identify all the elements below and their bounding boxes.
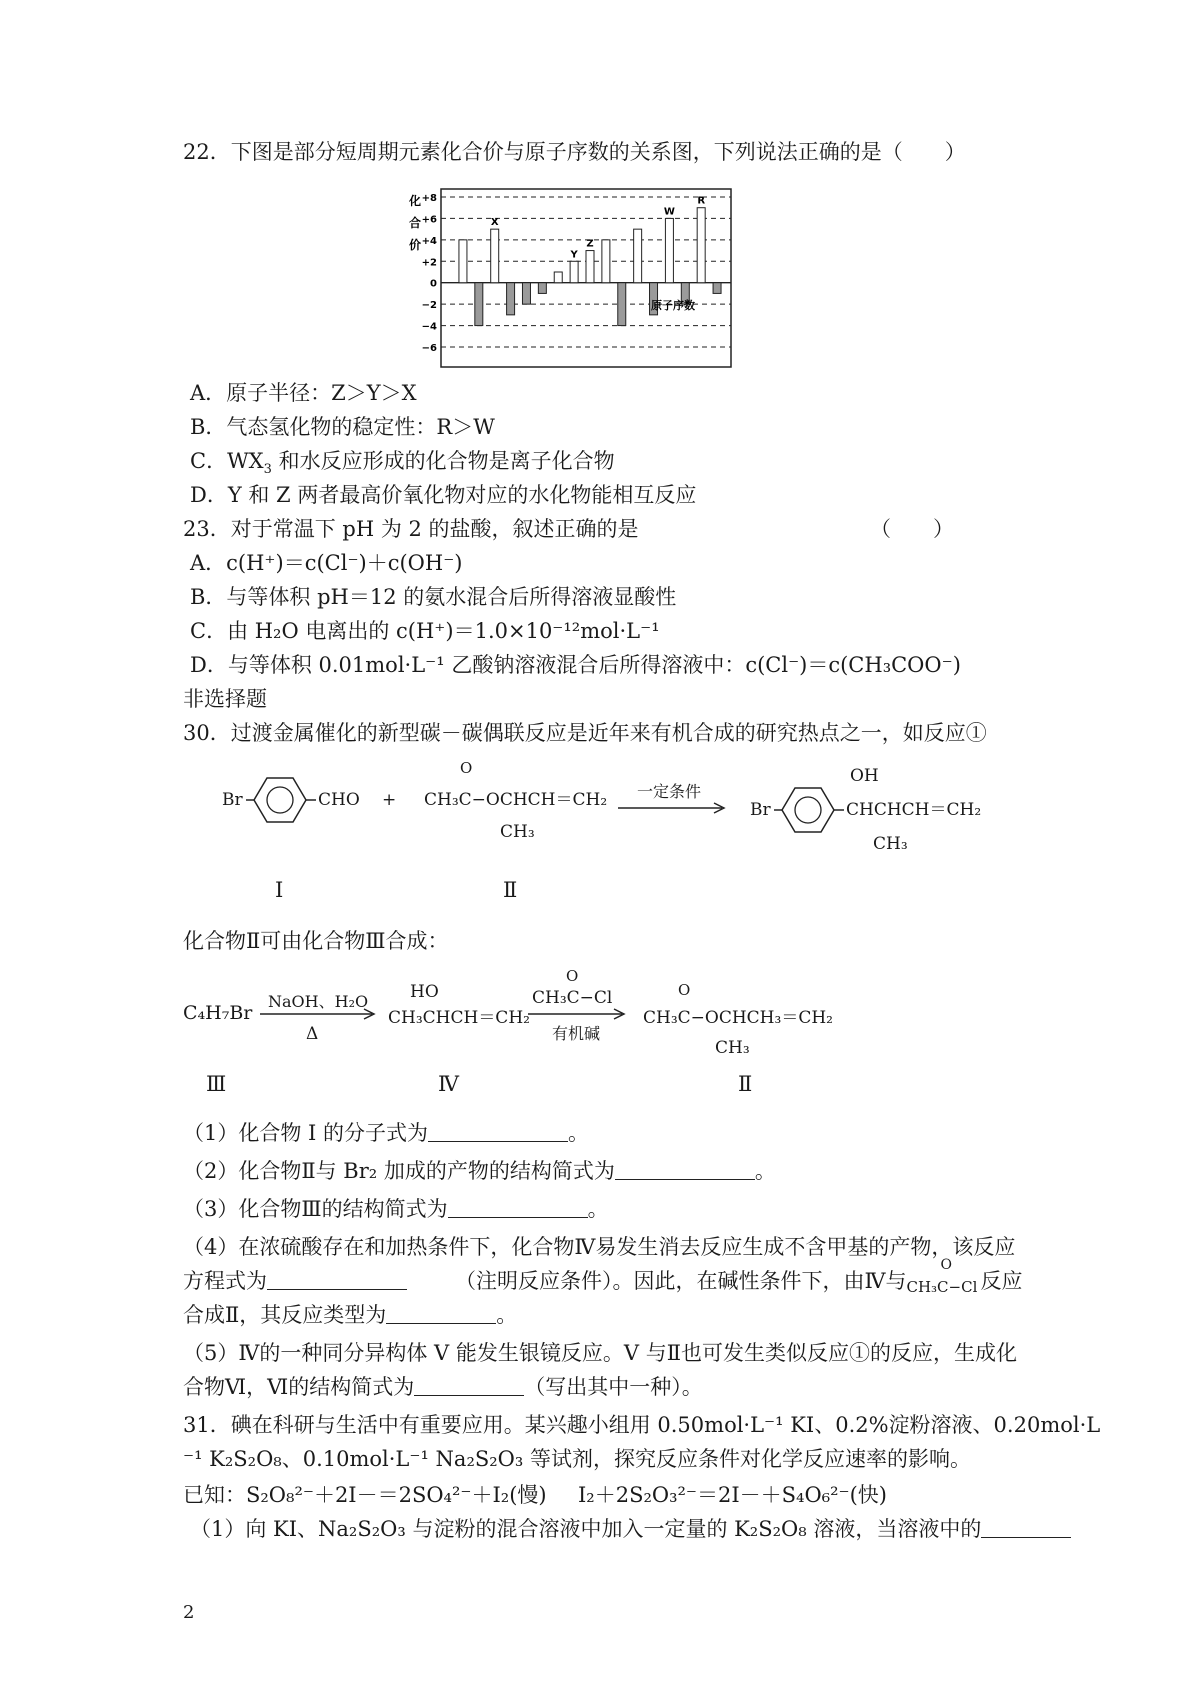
- answer-blank[interactable]: [386, 1303, 496, 1324]
- chart-tick-label: −2: [421, 300, 437, 312]
- r2-mid-ho: HO: [410, 982, 439, 1002]
- r1-product-oh: OH: [850, 766, 879, 786]
- chart-bar: [697, 208, 705, 283]
- chart-bar: [570, 261, 578, 282]
- answer-blank[interactable]: [267, 1269, 407, 1290]
- chart-bar: [475, 283, 483, 326]
- chart-bar: [713, 283, 721, 294]
- chart-bar: [459, 240, 467, 283]
- chart-bar: [538, 283, 546, 294]
- chart-xlabel: 原子序数: [651, 299, 695, 312]
- r2-cond2-top: CH₃C−Cl: [532, 988, 613, 1008]
- chart-tick-label: +6: [421, 214, 437, 226]
- compound-label-iv: Ⅳ: [438, 1072, 459, 1096]
- q30-intro2: 化合物Ⅱ可由化合物Ⅲ合成：: [183, 929, 449, 953]
- r2-prod-o: O: [678, 981, 691, 999]
- chart-tick-label: 0: [430, 278, 437, 290]
- reaction-arrow-icon: [618, 802, 728, 814]
- q30-part3: （3）化合物Ⅲ的结构简式为 。: [183, 1197, 609, 1221]
- chart-ylabel-2: 合: [409, 216, 422, 230]
- chart-tick-label: −4: [421, 321, 437, 333]
- q22-option-d[interactable]: D．Y 和 Z 两者最高价氧化物对应的水化物能相互反应: [190, 483, 697, 507]
- r2-cond2-bottom: 有机碱: [552, 1024, 601, 1043]
- answer-blank[interactable]: [981, 1517, 1071, 1538]
- chart-marker-label: X: [490, 217, 499, 229]
- q22-stem: 22．下图是部分短周期元素化合价与原子序数的关系图，下列说法正确的是（ ）: [183, 140, 966, 164]
- reaction-arrow-icon: [260, 1008, 378, 1020]
- answer-blank[interactable]: [448, 1197, 588, 1218]
- answer-blank[interactable]: [615, 1159, 755, 1180]
- chart-ylabel-1: 化: [409, 194, 422, 208]
- compound-label-ii-b: Ⅱ: [738, 1072, 753, 1096]
- q23-option-b[interactable]: B．与等体积 pH＝12 的氨水混合后所得溶液显酸性: [190, 585, 677, 609]
- q23-answer-paren: （ ）: [870, 517, 954, 541]
- r1-plus: +: [382, 790, 397, 810]
- chart-tick-label: +2: [421, 257, 437, 269]
- q30-part1: （1）化合物 I 的分子式为 。: [183, 1121, 590, 1145]
- answer-blank[interactable]: [428, 1121, 568, 1142]
- section-heading: 非选择题: [183, 687, 267, 711]
- compound-label-i: Ⅰ: [275, 878, 284, 902]
- q30-part2: （2）化合物Ⅱ与 Br₂ 加成的产物的结构简式为 。: [183, 1159, 776, 1183]
- q23-stem: 23．对于常温下 pH 为 2 的盐酸，叙述正确的是: [183, 517, 639, 541]
- r1-condition: 一定条件: [637, 782, 702, 801]
- r2-prod: CH₃C−OCHCH₃＝CH₂: [643, 1008, 833, 1028]
- answer-blank[interactable]: [414, 1375, 524, 1396]
- r1-reactant1-cho: CHO: [318, 790, 360, 810]
- q22-option-a[interactable]: A．原子半径：Z＞Y＞X: [190, 381, 417, 405]
- chart-bar: [618, 283, 626, 326]
- q31-line2: ⁻¹ K₂S₂O₈、0.10mol·L⁻¹ Na₂S₂O₃ 等试剂，探究反应条件对化学反应速率的影响。: [183, 1447, 971, 1471]
- q23-option-c[interactable]: C．由 H₂O 电离出的 c(H⁺)＝1.0×10⁻¹²mol·L⁻¹: [190, 619, 660, 643]
- chart-ylabel-3: 价: [409, 238, 422, 252]
- q22-option-b[interactable]: B．气态氢化物的稳定性：R＞W: [190, 415, 495, 439]
- page-number: 2: [183, 1602, 195, 1623]
- compound-label-ii: Ⅱ: [503, 878, 518, 902]
- r2-start: C₄H₇Br: [183, 1002, 253, 1024]
- r2-mid: CH₃CHCH＝CH₂: [388, 1008, 530, 1028]
- q23-option-a[interactable]: A．c(H⁺)＝c(Cl⁻)＋c(OH⁻): [190, 551, 463, 575]
- chart-bar: [602, 240, 610, 283]
- r1-reactant2-o: O: [460, 759, 473, 777]
- q30-part5-line2: 合物Ⅵ，Ⅵ的结构简式为 （写出其中一种）。: [183, 1375, 703, 1399]
- q30-part4-line2: 方程式为 （注明反应条件）。因此，在碱性条件下，由Ⅳ与 O CH₃C−Cl 反应: [183, 1266, 1022, 1296]
- chart-marker-label: Y: [570, 249, 578, 261]
- benzene-ring-icon: [246, 770, 316, 830]
- chart-bar: [522, 283, 530, 304]
- q30-part4-inline-o: O: [940, 1257, 952, 1273]
- chart-marker-label: W: [663, 206, 675, 218]
- chart-bar: [507, 283, 515, 315]
- q30-part4-line1: （4）在浓硫酸存在和加热条件下，化合物Ⅳ易发生消去反应生成不含甲基的产物，该反应: [183, 1235, 1016, 1259]
- chart-bar: [634, 229, 642, 283]
- chart-tick-label: −6: [421, 343, 437, 354]
- chart-bar: [491, 229, 499, 283]
- r2-cond2-o: O: [566, 967, 579, 985]
- r2-cond1-bottom: Δ: [306, 1024, 319, 1044]
- r1-reactant2: CH₃C−OCHCH＝CH₂: [424, 790, 608, 810]
- q30-part5-line1: （5）Ⅳ的一种同分异构体 V 能发生银镜反应。V 与Ⅱ也可发生类似反应①的反应，生成化: [183, 1341, 1017, 1365]
- r1-reactant1-br: Br: [222, 790, 243, 810]
- q30-part4-line3: 合成Ⅱ，其反应类型为 。: [183, 1303, 518, 1327]
- chart-tick-label: +8: [421, 193, 437, 204]
- q31-part1: （1）向 KI、Na₂S₂O₃ 与淀粉的混合溶液中加入一定量的 K₂S₂O₈ 溶液，当溶液中的: [190, 1514, 1071, 1544]
- q31-line3a: 已知：S₂O₈²⁻＋2I－＝2SO₄²⁻＋I₂(慢): [183, 1483, 547, 1507]
- q31-line3b: I₂＋2S₂O₃²⁻＝2I－＋S₄O₆²⁻(快): [578, 1483, 888, 1507]
- q31-line1: 31．碘在科研与生活中有重要应用。某兴趣小组用 0.50mol·L⁻¹ KI、0.2%淀粉溶液、0.20mol·L: [183, 1413, 1101, 1437]
- r2-cond1-top: NaOH、H₂O: [268, 992, 369, 1011]
- r2-prod-ch3: CH₃: [715, 1038, 750, 1058]
- r1-reactant2-ch3: CH₃: [500, 822, 535, 842]
- chart-bar: [586, 251, 594, 283]
- chart-bar: [554, 272, 562, 283]
- chart-bar: [665, 218, 673, 282]
- chart-marker-label: Z: [586, 238, 594, 250]
- q23-option-d[interactable]: D．与等体积 0.01mol·L⁻¹ 乙酸钠溶液混合后所得溶液中：c(Cl⁻)＝c(CH₃COO⁻): [190, 653, 961, 677]
- r1-product-br: Br: [750, 800, 771, 820]
- chart-marker-label: R: [697, 195, 706, 207]
- q22-option-c[interactable]: C．$WX_3$ 和水反应形成的化合物是离子化合物: [190, 449, 615, 478]
- chart-tick-label: +4: [421, 235, 437, 247]
- r1-product-ch3: CH₃: [873, 834, 908, 854]
- reaction-arrow-icon: [528, 1008, 628, 1020]
- q30-stem: 30．过渡金属催化的新型碳－碳偶联反应是近年来有机合成的研究热点之一，如反应①: [183, 721, 987, 745]
- benzene-ring-icon: [774, 780, 844, 840]
- compound-label-iii: Ⅲ: [206, 1072, 227, 1096]
- q30-part4-inline-formula: CH₃C−Cl: [906, 1278, 978, 1296]
- valence-chart: [405, 185, 745, 370]
- r1-product: CHCHCH＝CH₂: [846, 800, 982, 820]
